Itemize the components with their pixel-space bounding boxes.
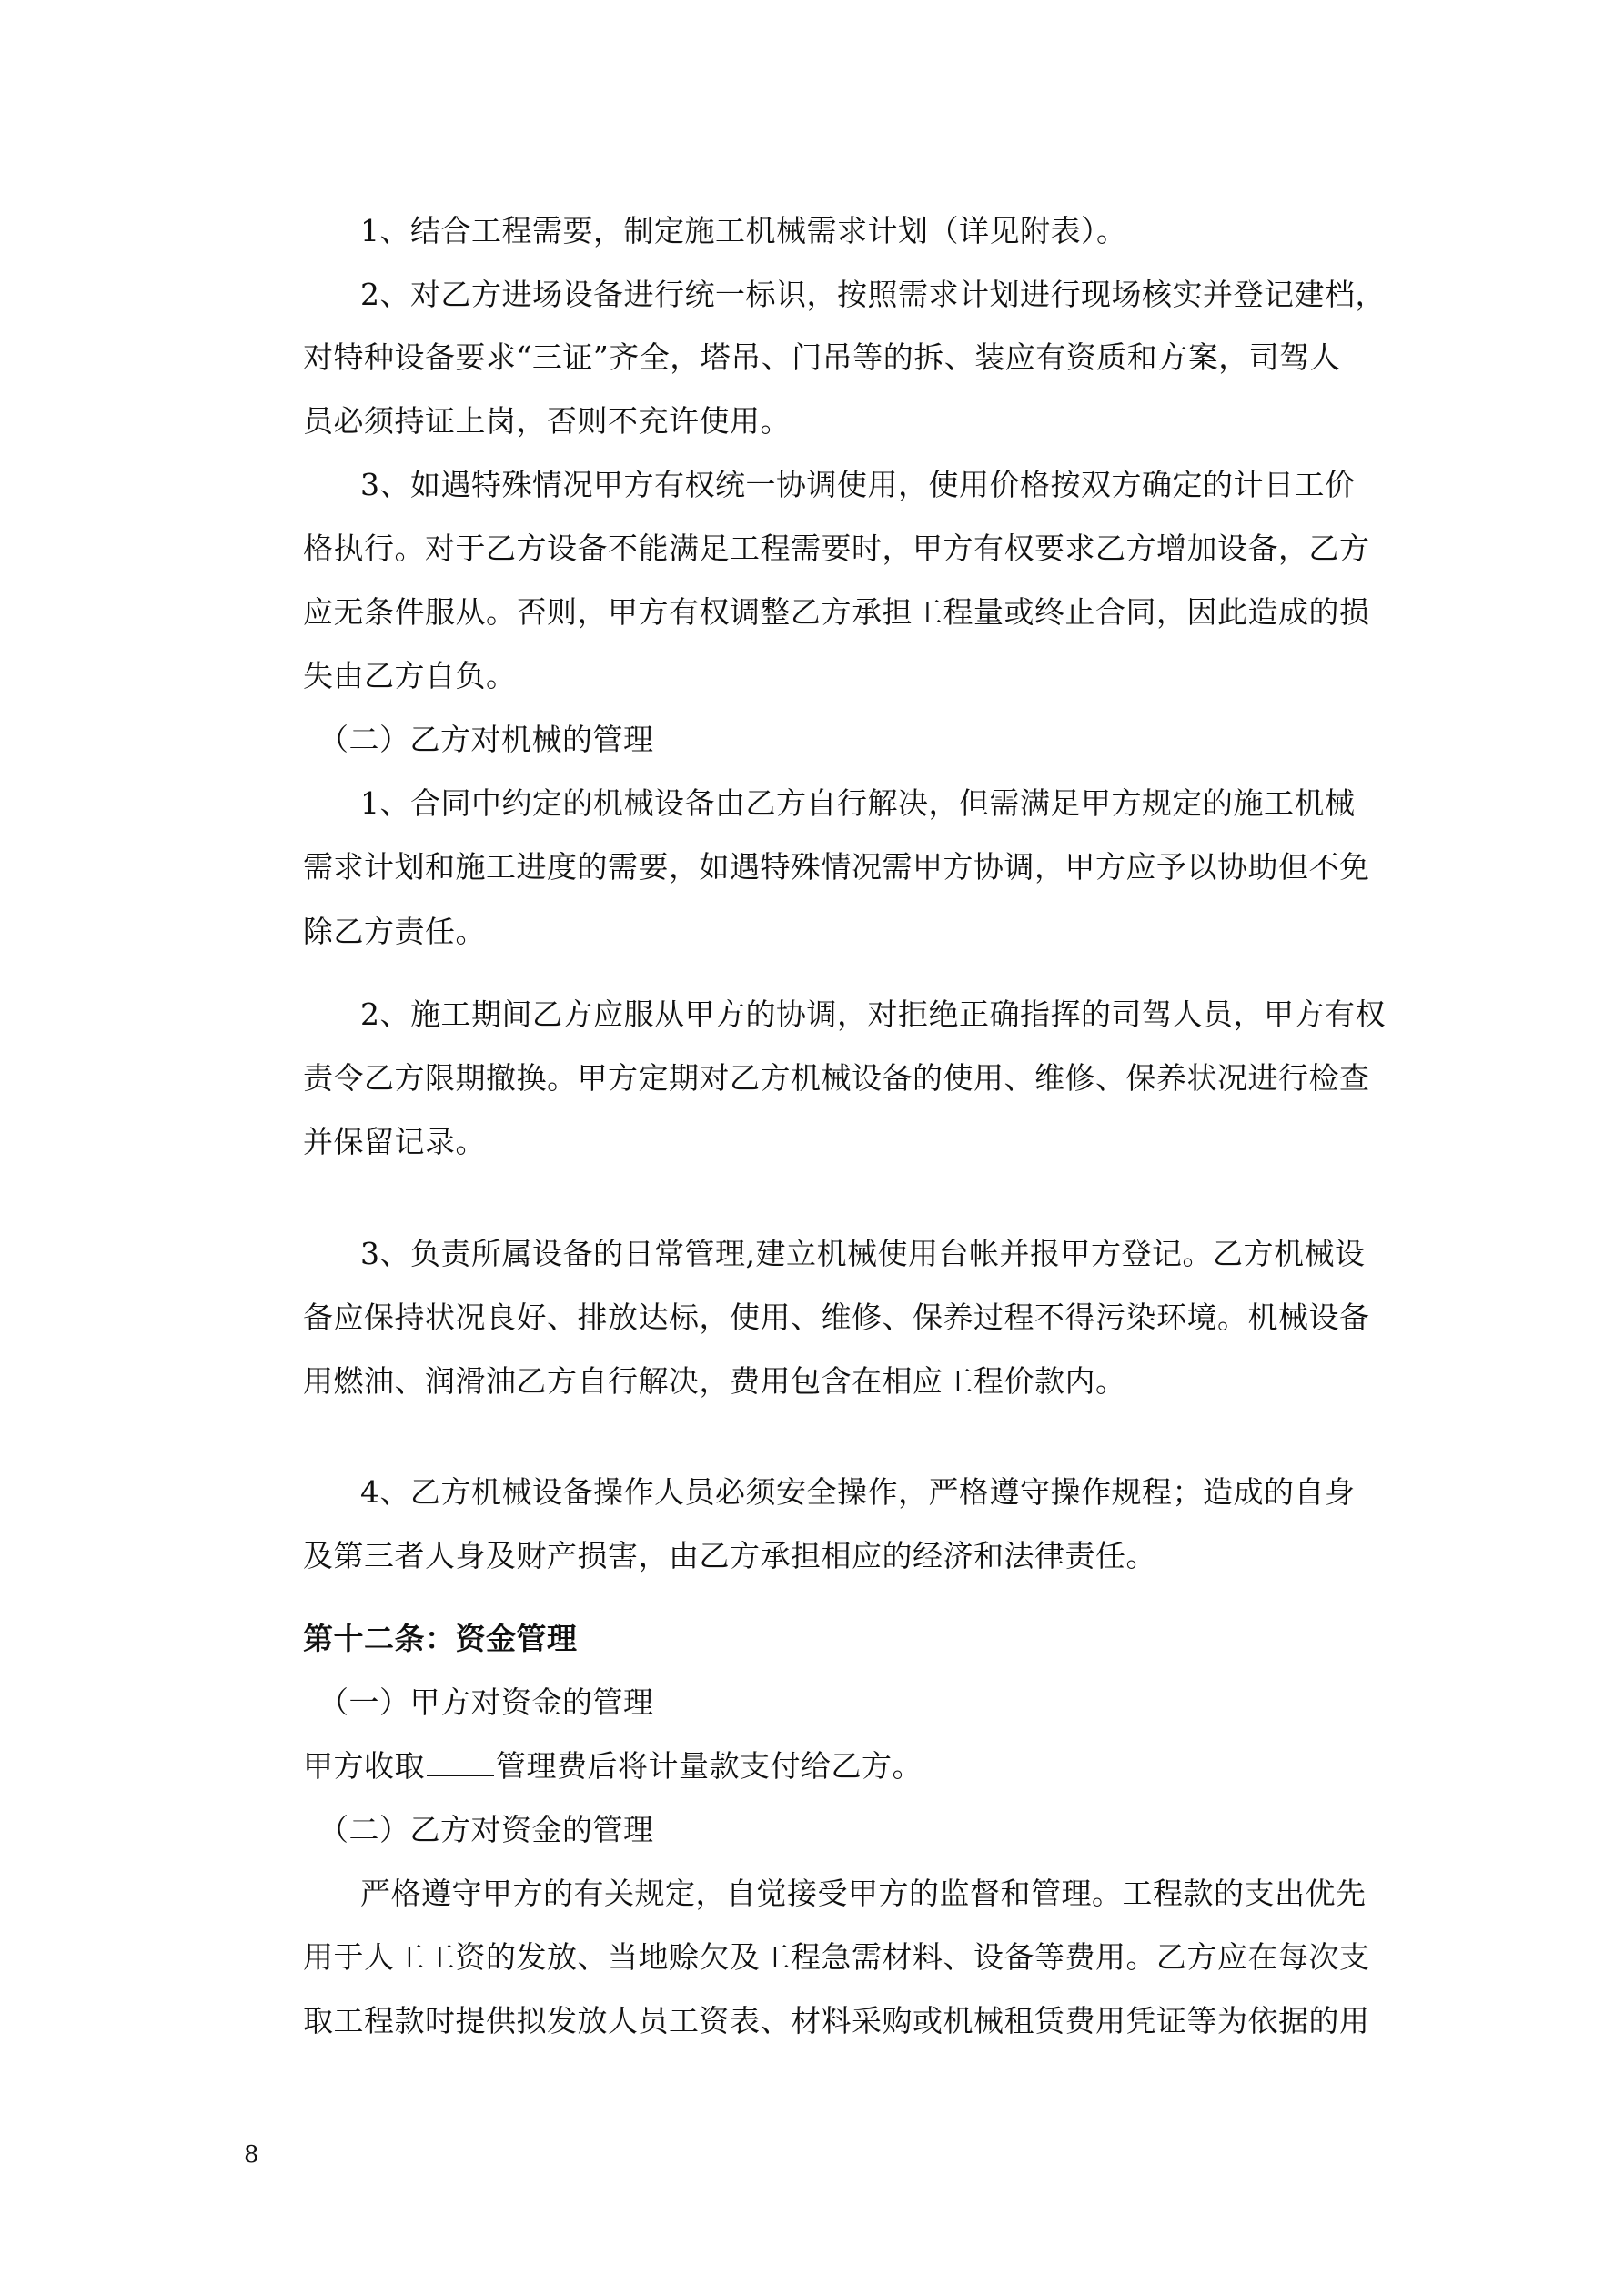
paragraph-line: 1、合同中约定的机械设备由乙方自行解决，但需满足甲方规定的施工机械 xyxy=(360,785,1356,821)
fee-line-after: 管理费后将计量款支付给乙方。 xyxy=(496,1748,923,1784)
section-heading: （二）乙方对机械的管理 xyxy=(318,722,654,757)
paragraph-line: 需求计划和施工进度的需要，如遇特殊情况需甲方协调，甲方应予以协助但不免 xyxy=(303,849,1370,885)
paragraph-line: 用燃油、润滑油乙方自行解决，费用包含在相应工程价款内。 xyxy=(303,1363,1126,1399)
paragraph-line: 格执行。对于乙方设备不能满足工程需要时，甲方有权要求乙方增加设备，乙方 xyxy=(303,531,1370,566)
section-heading: （二）乙方对资金的管理 xyxy=(318,1812,654,1847)
paragraph-line: 责令乙方限期撤换。甲方定期对乙方机械设备的使用、维修、保养状况进行检查 xyxy=(303,1060,1370,1096)
paragraph-line: 失由乙方自负。 xyxy=(303,658,517,693)
paragraph-line: 应无条件服从。否则，甲方有权调整乙方承担工程量或终止合同，因此造成的损 xyxy=(303,594,1370,630)
paragraph-line: 3、负责所属设备的日常管理,建立机械使用台帐并报甲方登记。乙方机械设 xyxy=(360,1236,1366,1271)
paragraph-line: 1、结合工程需要，制定施工机械需求计划（详见附表）。 xyxy=(360,213,1127,248)
paragraph-line: 取工程款时提供拟发放人员工资表、材料采购或机械租赁费用凭证等为依据的用 xyxy=(303,2003,1370,2038)
paragraph-line: 及第三者人身及财产损害，由乙方承担相应的经济和法律责任。 xyxy=(303,1538,1156,1573)
page-number: 8 xyxy=(244,2141,259,2169)
paragraph-line: 用于人工工资的发放、当地赊欠及工程急需材料、设备等费用。乙方应在每次支 xyxy=(303,1939,1370,1975)
paragraph-line: 除乙方责任。 xyxy=(303,914,486,949)
paragraph-line: 2、对乙方进场设备进行统一标识，按照需求计划进行现场核实并登记建档， xyxy=(360,277,1386,312)
paragraph-line: 4、乙方机械设备操作人员必须安全操作，严格遵守操作规程；造成的自身 xyxy=(360,1474,1356,1510)
article-heading: 第十二条：资金管理 xyxy=(303,1621,578,1656)
fee-blank xyxy=(427,1771,494,1776)
paragraph-line: 2、施工期间乙方应服从甲方的协调，对拒绝正确指挥的司驾人员，甲方有权 xyxy=(360,996,1386,1032)
paragraph-line: 对特种设备要求“三证”齐全，塔吊、门吊等的拆、装应有资质和方案，司驾人 xyxy=(303,339,1341,375)
paragraph-line: 并保留记录。 xyxy=(303,1124,486,1159)
paragraph-line: 备应保持状况良好、排放达标，使用、维修、保养过程不得污染环境。机械设备 xyxy=(303,1300,1370,1335)
paragraph-line: 员必须持证上岗，否则不充许使用。 xyxy=(303,403,791,439)
fee-line xyxy=(303,1745,923,1787)
section-heading: （一）甲方对资金的管理 xyxy=(318,1684,654,1720)
fee-line-before: 甲方收取 xyxy=(303,1748,425,1784)
paragraph-line: 3、如遇特殊情况甲方有权统一协调使用，使用价格按双方确定的计日工价 xyxy=(360,467,1356,502)
paragraph-line: 严格遵守甲方的有关规定，自觉接受甲方的监督和管理。工程款的支出优先 xyxy=(360,1876,1367,1911)
